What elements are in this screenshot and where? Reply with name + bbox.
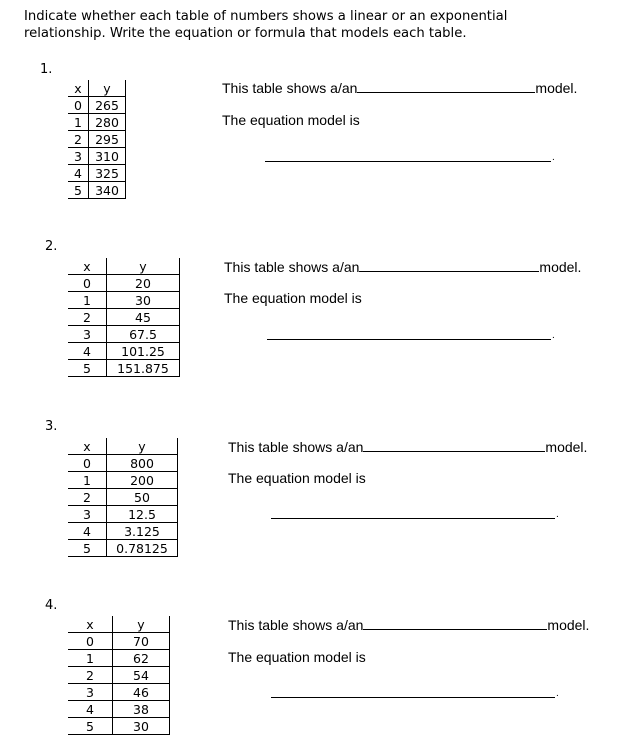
period: . [556,509,559,520]
y-cell: 70 [113,633,170,650]
table-row [68,148,126,165]
table-row [68,684,170,701]
table-header-row [68,80,126,97]
period: . [552,152,555,163]
table-row [68,309,180,326]
y-cell: 46 [113,684,170,701]
table-row [68,506,178,523]
y-cell: 280 [89,114,126,131]
y-header: y [107,438,178,455]
model-label: model. [545,439,588,455]
problem-4-equation-label: The equation model is [228,649,366,665]
x-header: x [68,258,107,275]
y-cell: 325 [89,165,126,182]
y-cell: 12.5 [107,506,178,523]
problem-3-equation-blank[interactable] [271,518,555,519]
x-cell: 1 [68,292,107,309]
x-header: x [68,438,107,455]
problem-1-equation-label: The equation model is [222,112,360,128]
x-cell: 0 [68,97,89,114]
problem-3-equation-label: The equation model is [228,470,366,486]
table-row [68,718,170,735]
table-row [68,114,126,131]
table-header-row [68,616,170,633]
table-row [68,489,178,506]
shows-label: This table shows a/an [224,259,360,275]
problem-1-model-sentence [222,78,577,96]
x-cell: 4 [68,701,113,718]
problem-2-model-sentence [224,257,581,275]
y-cell: 20 [107,275,180,292]
y-cell: 30 [107,292,180,309]
x-cell: 4 [68,523,107,540]
problem-3-model-sentence [228,437,587,455]
x-cell: 1 [68,114,89,131]
table-row [68,360,180,377]
y-cell: 310 [89,148,126,165]
x-cell: 4 [68,343,107,360]
y-cell: 45 [107,309,180,326]
y-cell: 200 [107,472,178,489]
y-cell: 38 [113,701,170,718]
model-type-blank[interactable] [357,78,535,93]
y-cell: 151.875 [107,360,180,377]
y-header: y [89,80,126,97]
shows-label: This table shows a/an [228,439,364,455]
shows-label: This table shows a/an [228,617,364,633]
model-type-blank[interactable] [363,437,545,452]
x-cell: 3 [68,148,89,165]
shows-label: This table shows a/an [222,80,358,96]
model-label: model. [539,259,582,275]
x-cell: 3 [68,506,107,523]
problem-4-equation-blank[interactable] [271,697,555,698]
x-cell: 0 [68,633,113,650]
table-row [68,275,180,292]
period: . [556,688,559,699]
x-cell: 0 [68,455,107,472]
table-row [68,131,126,148]
problem-2-equation-label: The equation model is [224,290,362,306]
table-row [68,182,126,199]
table-row [68,472,178,489]
x-cell: 2 [68,667,113,684]
x-cell: 5 [68,360,107,377]
model-label: model. [547,617,590,633]
table-row [68,667,170,684]
problem-4-number: 4. [45,598,58,613]
model-label: model. [535,80,578,96]
table-row [68,523,178,540]
x-cell: 1 [68,472,107,489]
problem-3-number: 3. [45,419,58,434]
y-cell: 30 [113,718,170,735]
x-cell: 4 [68,165,89,182]
x-cell: 1 [68,650,113,667]
table-header-row [68,438,178,455]
table-row [68,97,126,114]
table-row [68,540,178,557]
problem-4-table [68,616,170,735]
problem-2-table [68,258,180,377]
model-type-blank[interactable] [363,615,547,630]
table-row [68,165,126,182]
x-cell: 3 [68,684,113,701]
y-cell: 67.5 [107,326,180,343]
problem-1-number: 1. [40,62,53,77]
table-row [68,343,180,360]
y-cell: 50 [107,489,178,506]
problem-1-table [68,80,126,199]
model-type-blank[interactable] [359,257,539,272]
table-row [68,633,170,650]
x-cell: 2 [68,489,107,506]
y-header: y [113,616,170,633]
x-cell: 5 [68,540,107,557]
x-cell: 0 [68,275,107,292]
table-header-row [68,258,180,275]
problem-4-model-sentence [228,615,589,633]
table-row [68,650,170,667]
instructions-line-2: relationship. Write the equation or formula that models each table. [24,26,467,41]
y-cell: 0.78125 [107,540,178,557]
problem-1-equation-blank[interactable] [265,161,551,162]
x-cell: 2 [68,131,89,148]
y-cell: 800 [107,455,178,472]
x-header: x [68,80,89,97]
y-header: y [107,258,180,275]
table-row [68,701,170,718]
problem-2-number: 2. [45,239,58,254]
y-cell: 101.25 [107,343,180,360]
instructions [24,8,604,42]
y-cell: 3.125 [107,523,178,540]
x-cell: 3 [68,326,107,343]
y-cell: 62 [113,650,170,667]
x-header: x [68,616,113,633]
table-row [68,455,178,472]
x-cell: 5 [68,718,113,735]
table-row [68,292,180,309]
x-cell: 5 [68,182,89,199]
period: . [552,330,555,341]
y-cell: 265 [89,97,126,114]
y-cell: 295 [89,131,126,148]
problem-3-table [68,438,178,557]
x-cell: 2 [68,309,107,326]
y-cell: 340 [89,182,126,199]
instructions-line-1: Indicate whether each table of numbers shows a linear or an exponential [24,9,508,24]
problem-2-equation-blank[interactable] [267,339,551,340]
table-row [68,326,180,343]
y-cell: 54 [113,667,170,684]
